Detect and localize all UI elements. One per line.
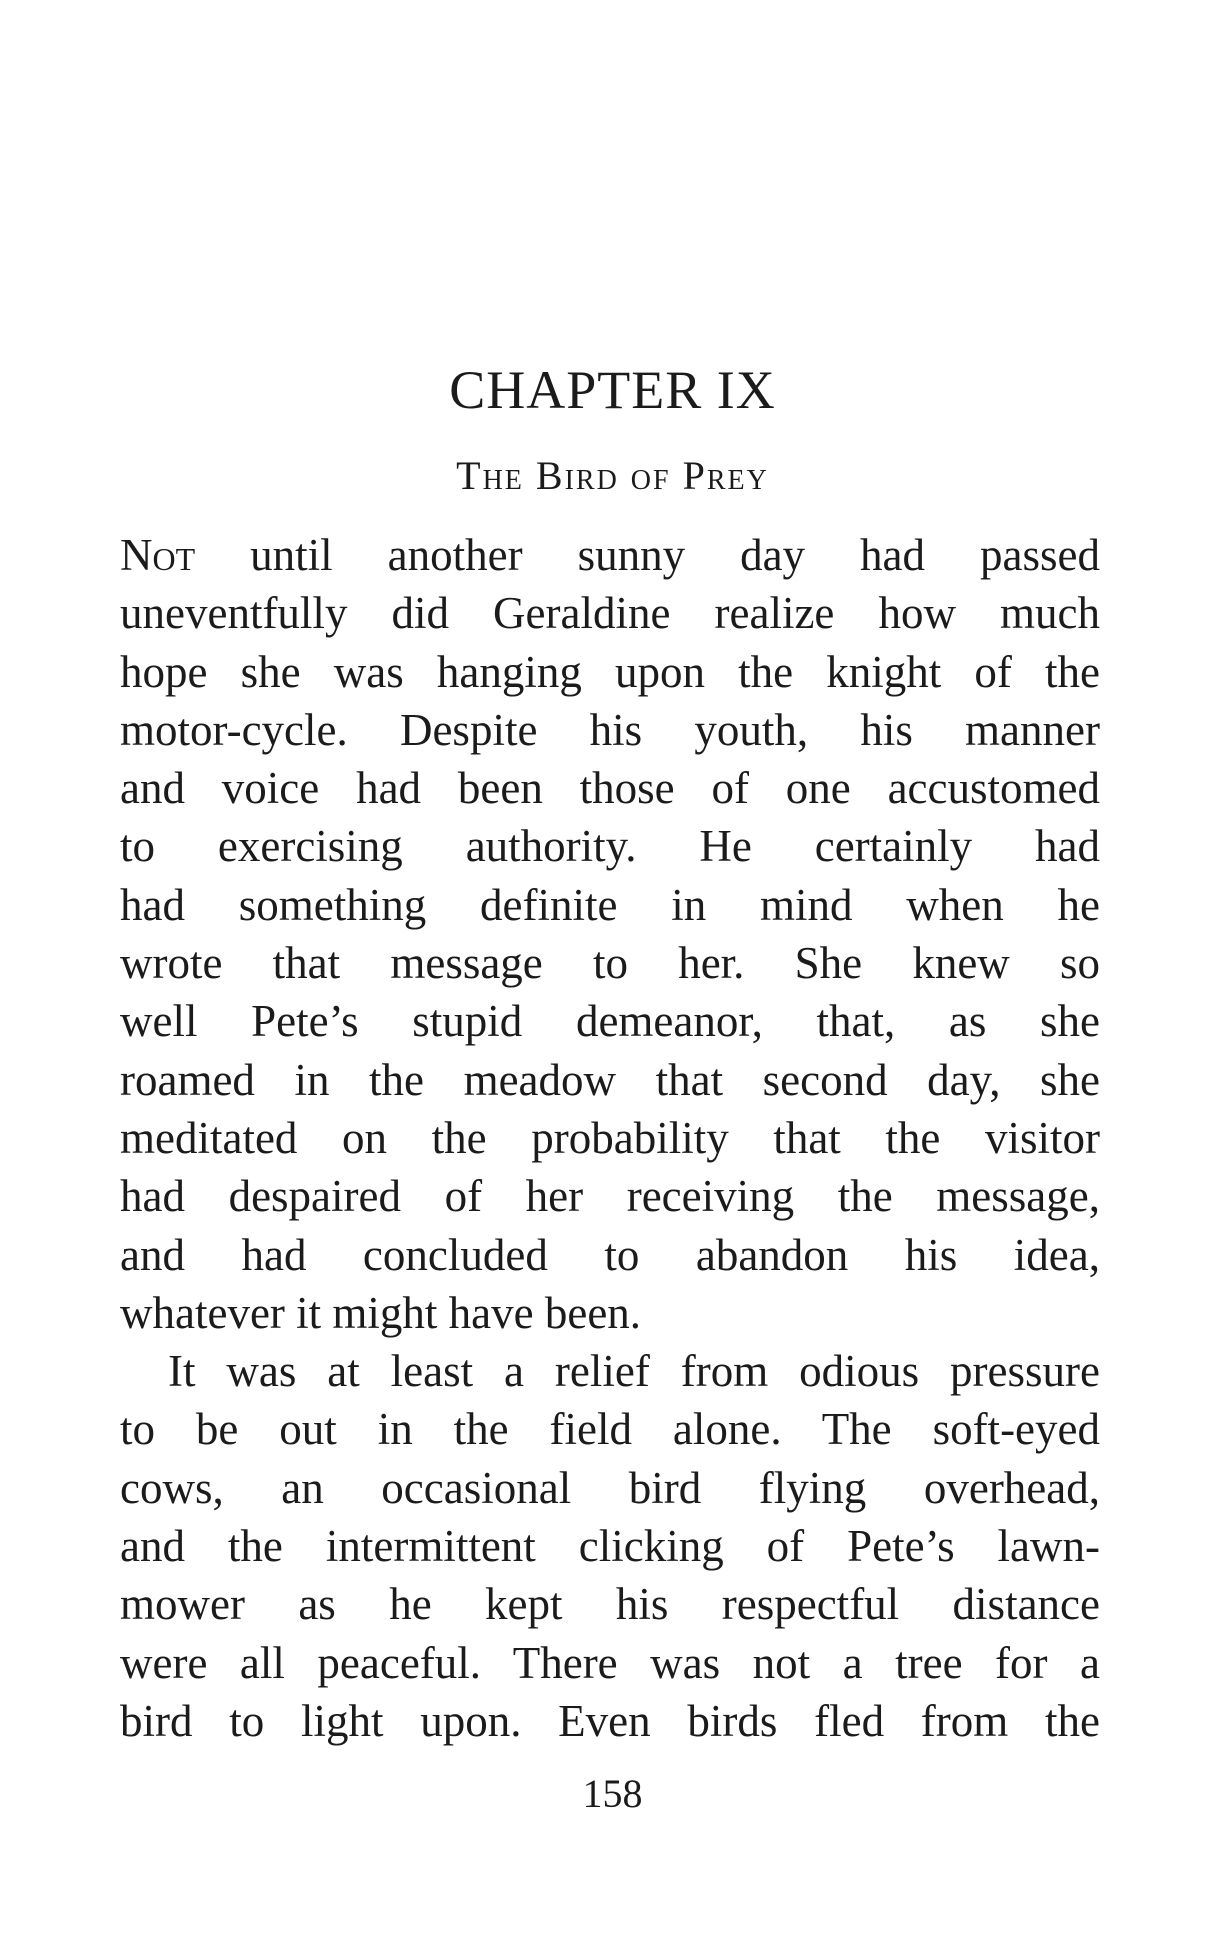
text-line: and the intermittent clicking of Pete’s lawn-: [120, 1521, 1100, 1572]
text-line: cows, an occasional bird flying overhead,: [120, 1462, 1100, 1513]
text-line: It was at least a relief from odious pressure: [168, 1346, 1100, 1397]
text-line: hope she was hanging upon the knight of the: [120, 646, 1100, 697]
text-line: bird to light upon. Even birds fled from the: [120, 1695, 1100, 1746]
text-line: well Pete’s stupid demeanor, that, as she: [120, 996, 1100, 1047]
text-line: had despaired of her receiving the message,: [120, 1171, 1100, 1222]
text-line: roamed in the meadow that second day, she: [120, 1054, 1100, 1105]
text-line: mower as he kept his respectful distance: [120, 1579, 1100, 1630]
text-line: to be out in the field alone. The soft-eyed: [120, 1404, 1100, 1455]
text-line: and voice had been those of one accustomed: [120, 763, 1100, 814]
text-line: motor-cycle. Despite his youth, his manner: [120, 704, 1100, 755]
chapter-subtitle: The Bird of Prey: [456, 453, 769, 498]
text-line: wrote that message to her. She knew so: [120, 938, 1100, 989]
text-line: to exercising authority. He certainly had: [120, 821, 1100, 872]
body-text: [120, 526, 1100, 1750]
page-number: 158: [582, 1771, 643, 1816]
opening-word: Not: [120, 530, 196, 580]
text-line: uneventfully did Geraldine realize how much: [120, 588, 1100, 639]
text-line: were all peaceful. There was not a tree for a: [120, 1637, 1100, 1688]
text-line: whatever it might have been.: [120, 1287, 642, 1338]
text-line: and had concluded to abandon his idea,: [120, 1229, 1100, 1280]
chapter-heading: CHAPTER IX: [449, 360, 776, 420]
text-line: meditated on the probability that the visitor: [120, 1112, 1100, 1163]
text-line: had something definite in mind when he: [120, 879, 1100, 930]
text-line: Not until another sunny day had passed: [120, 530, 1100, 580]
